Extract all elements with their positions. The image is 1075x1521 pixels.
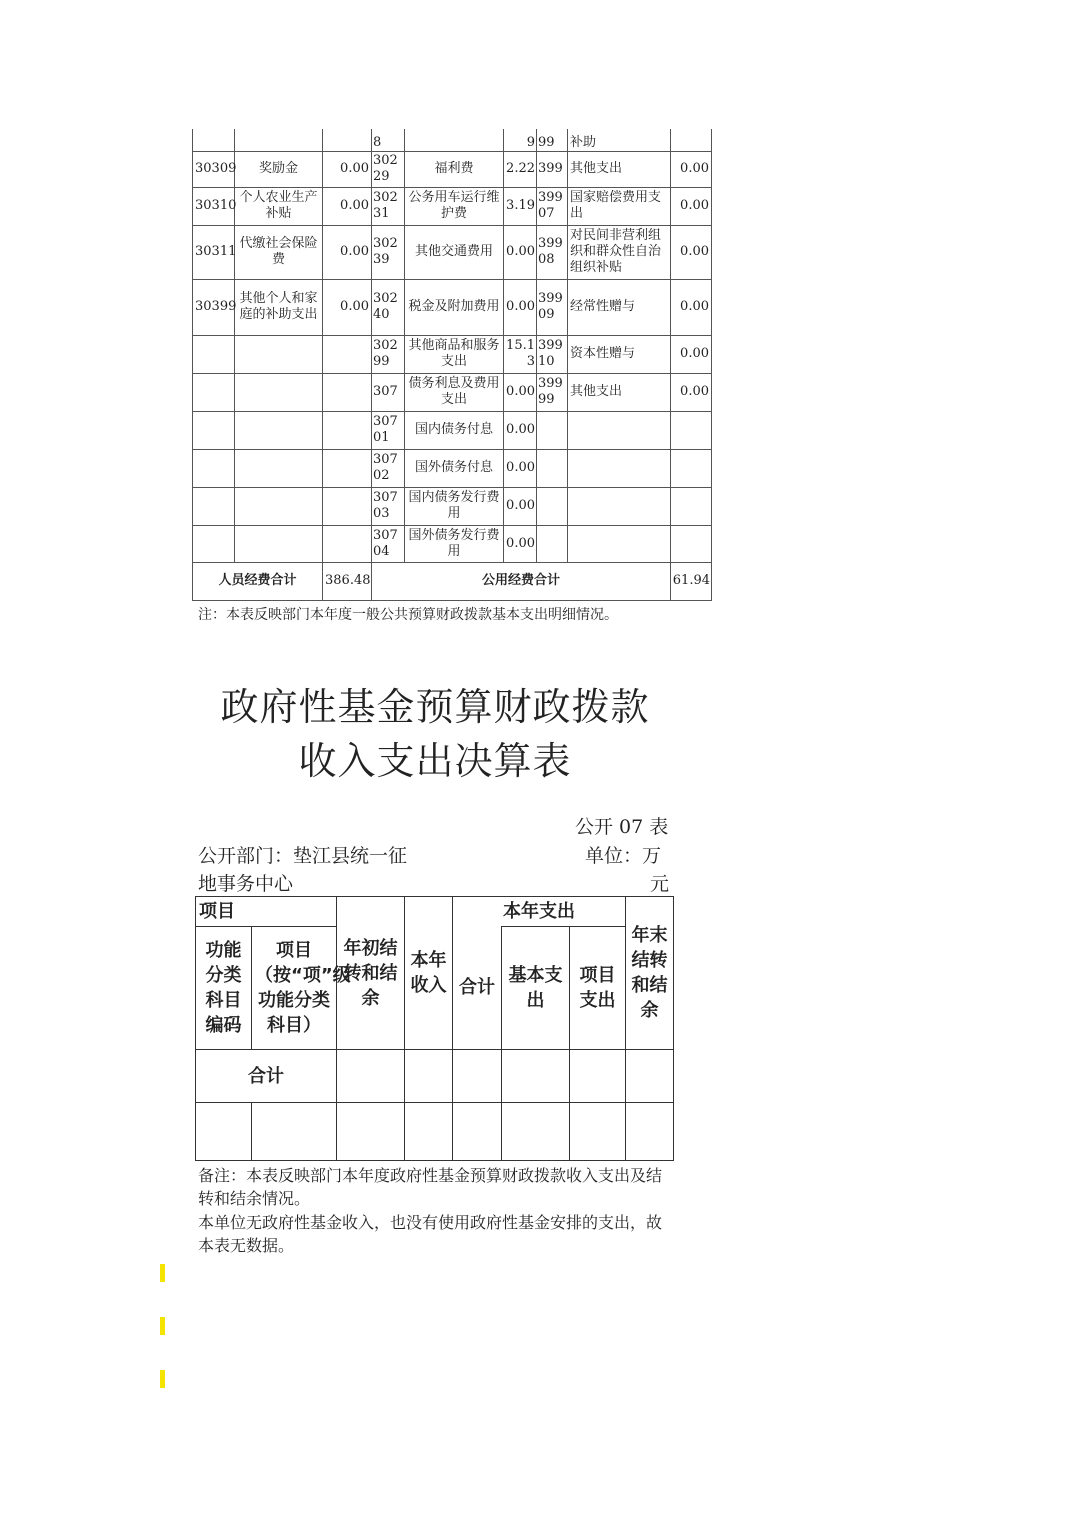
table-row [193,487,712,525]
table-cell-c8: 国家赔偿费用支出 [568,187,671,225]
table-cell-c8 [568,487,671,525]
table-cell-c2: 个人农业生产补贴 [235,187,323,225]
table1-body [193,129,712,562]
table-cell-c3 [323,335,372,373]
table-cell-c7 [537,411,568,449]
table-cell-c7: 399 [537,151,568,187]
header-project: 项目 [196,897,337,927]
table-cell-c2: 代缴社会保险费 [235,225,323,279]
table-cell-c5: 公务用车运行维护费 [405,187,504,225]
empty-cell [502,1103,570,1161]
table-cell-c9: 0.00 [671,335,712,373]
table-cell-c7 [537,449,568,487]
table-cell-c7: 39909 [537,279,568,335]
table-cell-c8 [568,411,671,449]
table-cell-c1: 30311 [193,225,235,279]
table-cell-c8 [568,525,671,562]
public-total-label: 公用经费合计 [372,562,671,600]
table-row [193,373,712,411]
dept-line1: 公开部门：垫江县统一征 [198,845,408,867]
table-row [193,335,712,373]
gov-fund-table [195,896,674,1161]
table-cell-c1: 30399 [193,279,235,335]
table-cell-c5: 国内债务付息 [405,411,504,449]
header-expense-group: 本年支出 [453,897,626,927]
table-cell-c5: 国内债务发行费用 [405,487,504,525]
header-end-balance: 年末结转和结余 [626,897,674,1050]
table-row [193,151,712,187]
header-project-name: 项目（按“项”级功能分类科目） [252,927,337,1050]
table-cell-c9 [671,487,712,525]
table-cell-c2 [235,373,323,411]
empty-cell [337,1103,405,1161]
table-cell-c4: 8 [372,129,405,151]
table-row [193,187,712,225]
table-cell-c1 [193,449,235,487]
table-cell-c1: 30310 [193,187,235,225]
table-cell-c1 [193,525,235,562]
header-begin-balance: 年初结转和结余 [337,897,405,1050]
table-cell-c6: 0.00 [504,373,537,411]
table-cell-c3 [323,129,372,151]
table-cell-c6: 0.00 [504,449,537,487]
table-cell-c7: 39907 [537,187,568,225]
table-row [193,129,712,151]
table-cell-c6: 0.00 [504,525,537,562]
table1-total-row [193,562,712,600]
table-cell-c4: 30299 [372,335,405,373]
table-cell-c6: 0.00 [504,411,537,449]
total-label: 合计 [196,1050,337,1103]
table-cell-c8: 补助 [568,129,671,151]
table-cell-c2 [235,525,323,562]
table-cell-c1 [193,487,235,525]
table-row [193,279,712,335]
table-cell-c3: 0.00 [323,225,372,279]
table-cell-c3 [323,487,372,525]
table-cell-c6: 0.00 [504,487,537,525]
table-cell-c9: 0.00 [671,151,712,187]
table-cell-c4: 30229 [372,151,405,187]
table-cell-c3 [323,373,372,411]
table-cell-c2: 其他个人和家庭的补助支出 [235,279,323,335]
table1-note: 注：本表反映部门本年度一般公共预算财政拨款基本支出明细情况。 [198,607,618,623]
table-cell-c4: 30239 [372,225,405,279]
table-cell-c6: 3.19 [504,187,537,225]
header-total: 合计 [453,927,502,1050]
table-cell-c3: 0.00 [323,151,372,187]
table-cell-c1 [193,373,235,411]
table-cell-c3 [323,449,372,487]
table-cell-c1 [193,129,235,151]
header-project-exp: 项目支出 [570,927,626,1050]
empty-cell [626,1103,674,1161]
table-cell-c6: 15.13 [504,335,537,373]
total-cell [337,1050,405,1103]
empty-cell [453,1103,502,1161]
table-row [193,525,712,562]
highlight-mark [160,1317,165,1335]
table-cell-c1 [193,411,235,449]
table-cell-c7 [537,487,568,525]
form-number: 公开 07 表 [575,816,669,838]
table2-note-2: 本单位无政府性基金收入，也没有使用政府性基金安排的支出，故本表无数据。 [198,1213,663,1255]
table-cell-c4: 30703 [372,487,405,525]
header-income: 本年收入 [405,897,453,1050]
table-cell-c4: 307 [372,373,405,411]
table-cell-c9: 0.00 [671,187,712,225]
table-cell-c5: 其他交通费用 [405,225,504,279]
table-row [193,411,712,449]
page-title-line2: 收入支出决算表 [298,739,572,783]
unit-line1: 单位：万 [585,845,662,867]
table-cell-c5: 税金及附加费用 [405,279,504,335]
table-cell-c5: 国外债务发行费用 [405,525,504,562]
table-cell-c1 [193,335,235,373]
table-cell-c7: 39910 [537,335,568,373]
table-cell-c2 [235,487,323,525]
table-cell-c9 [671,525,712,562]
empty-cell [570,1103,626,1161]
table-cell-c9 [671,449,712,487]
table-cell-c8 [568,449,671,487]
table-cell-c9: 0.00 [671,225,712,279]
table-cell-c5: 福利费 [405,151,504,187]
table-cell-c5: 债务利息及费用支出 [405,373,504,411]
empty-row [196,1103,674,1161]
table-cell-c8: 其他支出 [568,151,671,187]
table-cell-c8: 其他支出 [568,373,671,411]
table-cell-c5 [405,129,504,151]
total-cell [626,1050,674,1103]
table-cell-c8: 经常性赠与 [568,279,671,335]
unit-line2: 元 [650,873,670,895]
personnel-total-label: 人员经费合计 [193,562,323,600]
table-cell-c5: 国外债务付息 [405,449,504,487]
table-cell-c7: 99 [537,129,568,151]
personnel-total-value: 386.48 [323,562,372,600]
header-func-code: 功能分类科目编码 [196,927,252,1050]
table-cell-c9 [671,129,712,151]
table-cell-c3 [323,411,372,449]
basic-expenditure-table [192,129,712,601]
total-cell [570,1050,626,1103]
table-cell-c3 [323,525,372,562]
highlight-mark [160,1370,165,1388]
table-cell-c7 [537,525,568,562]
table-cell-c3: 0.00 [323,279,372,335]
table-cell-c5: 其他商品和服务支出 [405,335,504,373]
table-cell-c2 [235,335,323,373]
table-cell-c6: 2.22 [504,151,537,187]
table-cell-c4: 30702 [372,449,405,487]
table-cell-c4: 30704 [372,525,405,562]
table-cell-c1: 30309 [193,151,235,187]
table-cell-c6: 9 [504,129,537,151]
table-cell-c9: 0.00 [671,279,712,335]
header-basic: 基本支出 [502,927,570,1050]
total-row [196,1050,674,1103]
table-cell-c4: 30701 [372,411,405,449]
total-cell [453,1050,502,1103]
table-cell-c4: 30240 [372,279,405,335]
table-cell-c3: 0.00 [323,187,372,225]
empty-cell [405,1103,453,1161]
table-row [193,225,712,279]
page-title-line1: 政府性基金预算财政拨款 [220,685,650,729]
table-cell-c8: 对民间非营利组织和群众性自治组织补贴 [568,225,671,279]
total-cell [405,1050,453,1103]
table-cell-c2 [235,411,323,449]
public-total-value: 61.94 [671,562,712,600]
table-cell-c9: 0.00 [671,373,712,411]
table-cell-c4: 30231 [372,187,405,225]
table-cell-c7: 39908 [537,225,568,279]
table-cell-c8: 资本性赠与 [568,335,671,373]
dept-line2: 地事务中心 [198,873,294,895]
total-cell [502,1050,570,1103]
table-cell-c2 [235,449,323,487]
table-cell-c2 [235,129,323,151]
empty-cell [252,1103,337,1161]
table-cell-c6: 0.00 [504,225,537,279]
table2-note-1: 备注：本表反映部门本年度政府性基金预算财政拨款收入支出及结转和结余情况。 [198,1166,663,1208]
empty-cell [196,1103,252,1161]
highlight-mark [160,1264,165,1282]
table-row [193,449,712,487]
table-cell-c2: 奖励金 [235,151,323,187]
table-cell-c9 [671,411,712,449]
table-cell-c6: 0.00 [504,279,537,335]
table-cell-c7: 39999 [537,373,568,411]
